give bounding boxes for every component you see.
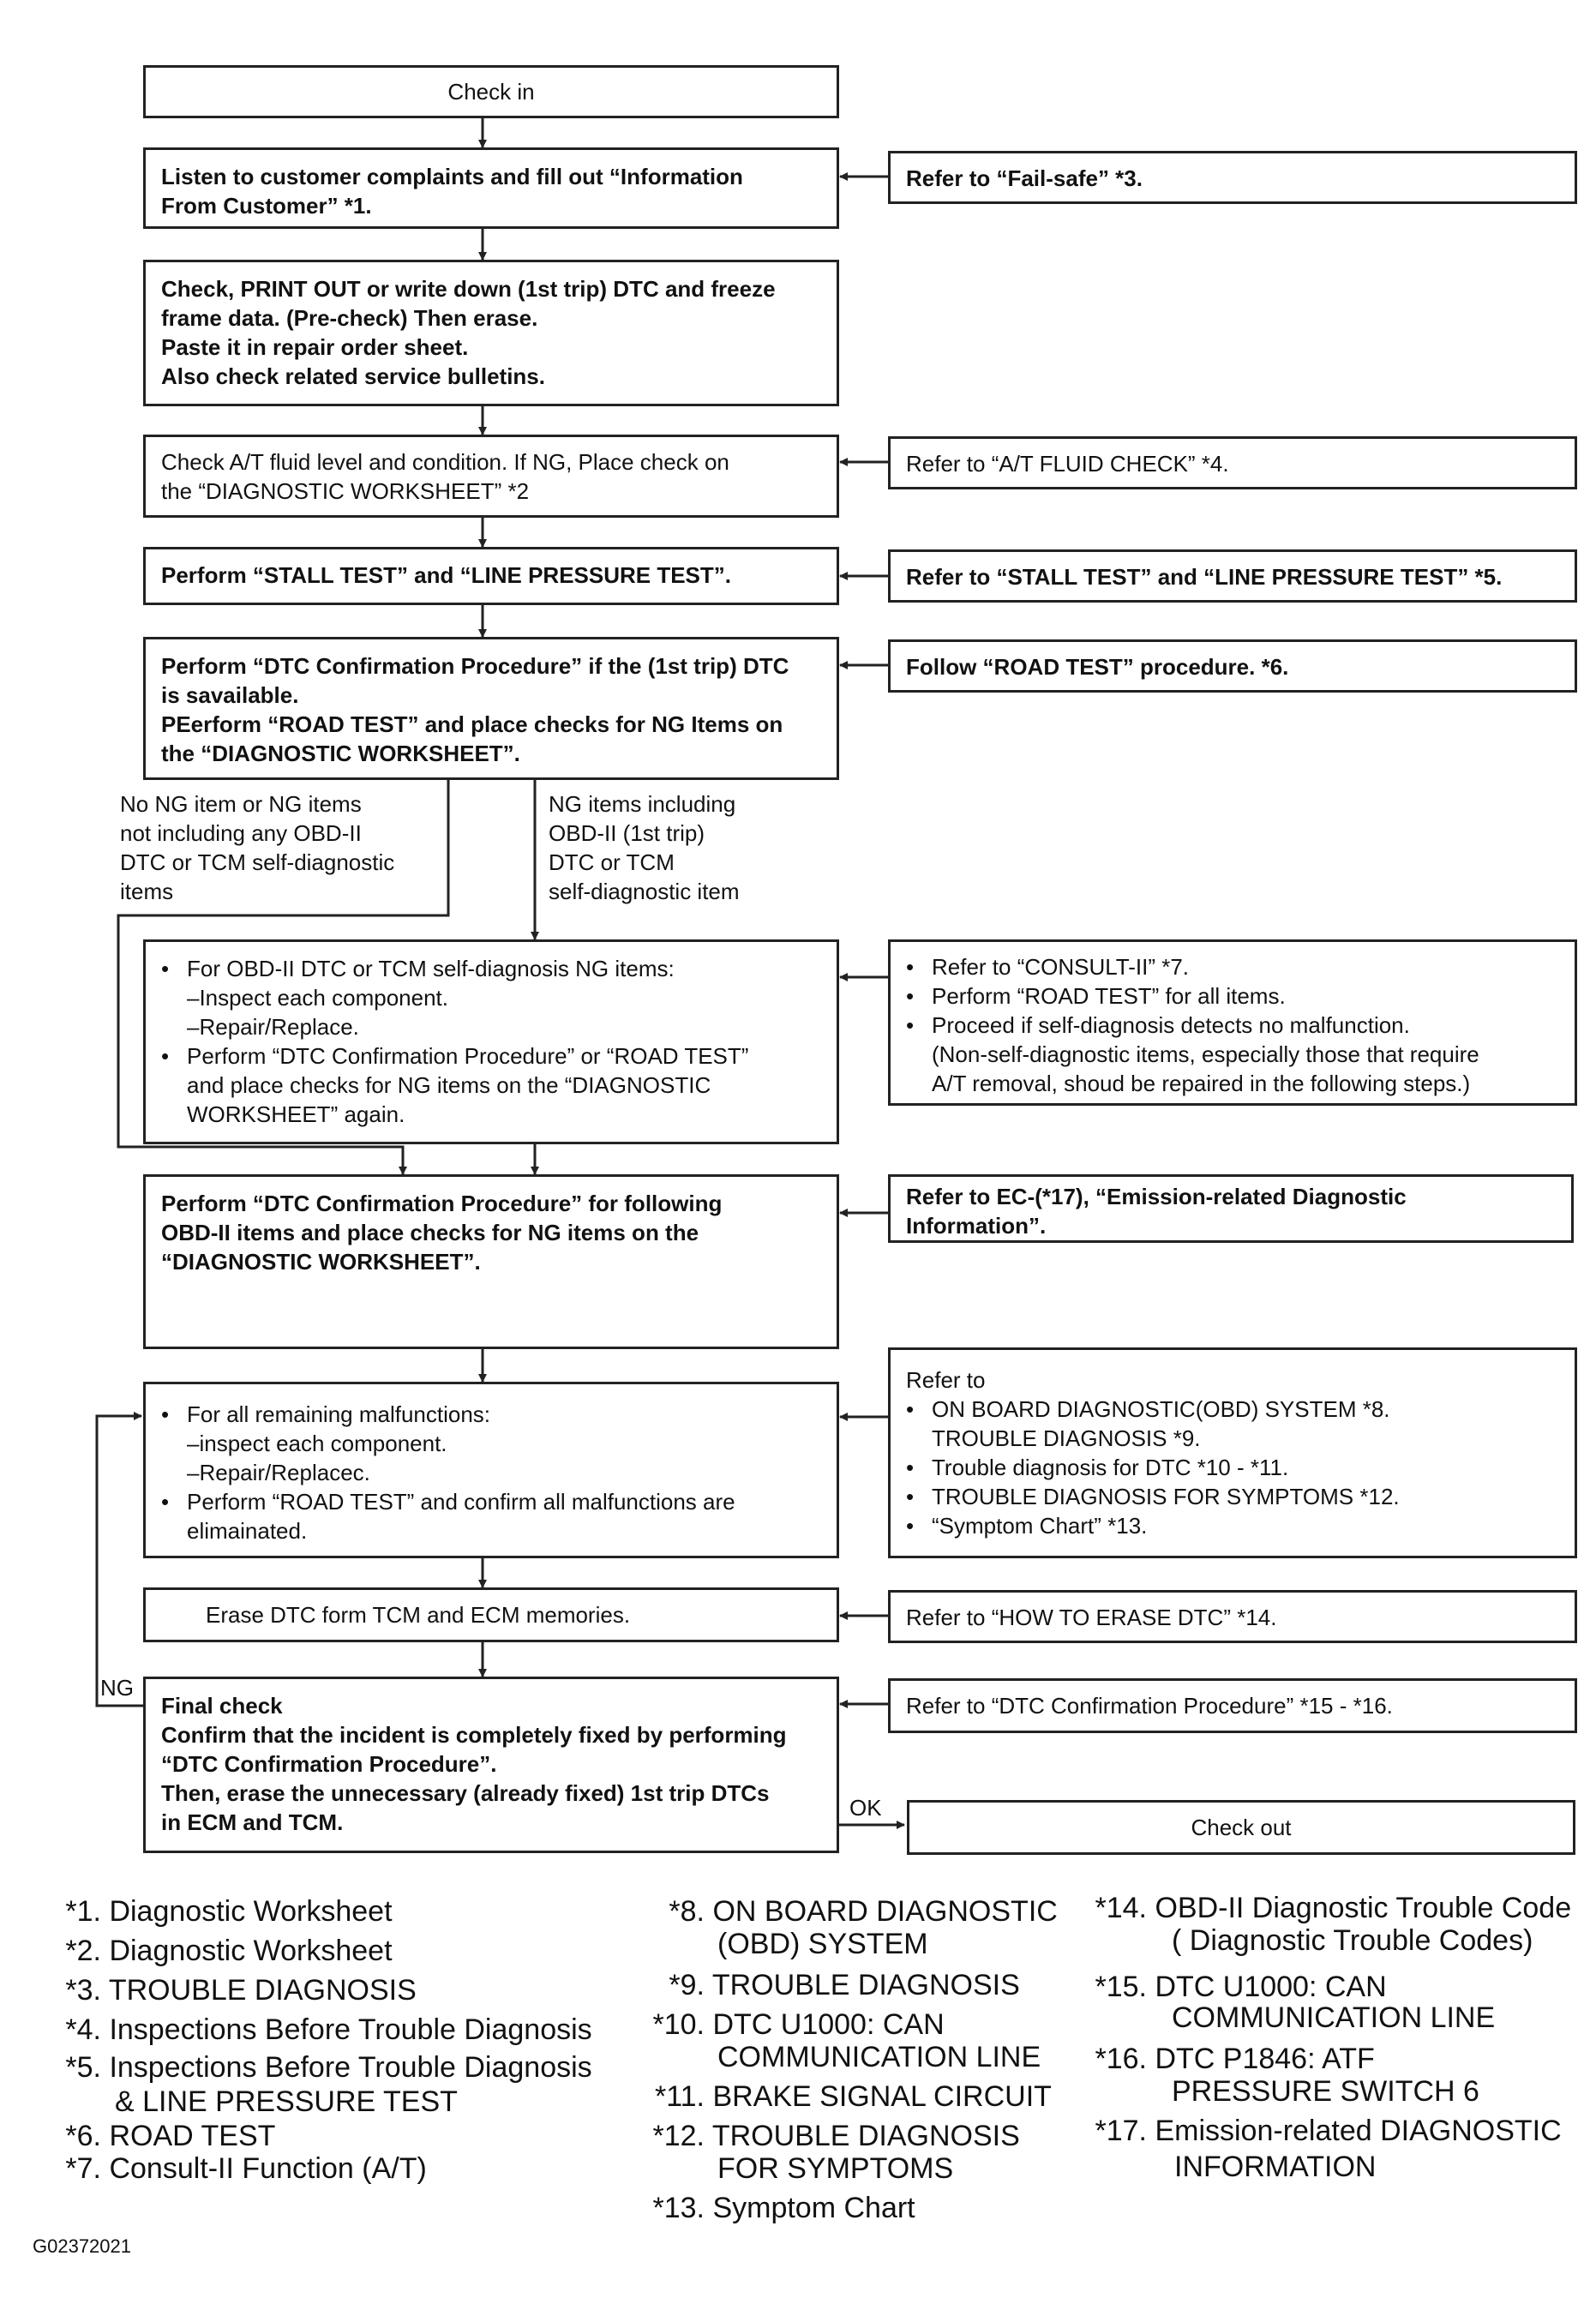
footnote-text: Inspections Before Trouble Diagnosis	[109, 2051, 592, 2084]
footnote-continuation	[1174, 2150, 1376, 2184]
footnote-item	[643, 2191, 915, 2225]
step-line: Perform “STALL TEST” and “LINE PRESSURE TEST”.	[161, 562, 732, 588]
step-subitem: –Repair/Replacec.	[187, 1460, 370, 1485]
branch-line: NG items including	[549, 791, 736, 817]
step-line: PEerform “ROAD TEST” and place checks for NG Items on	[161, 711, 783, 737]
footnote-text: Inspections Before Trouble Diagnosis	[109, 2013, 592, 2046]
ok-label: OK	[849, 1795, 882, 1821]
footnote-number: *6.	[65, 2120, 101, 2152]
step-remaining-malfunctions	[143, 1382, 839, 1558]
footnote-number: *3.	[65, 1974, 101, 2007]
step-line	[161, 274, 821, 303]
step-line: From Customer” *1.	[161, 193, 372, 219]
footnote-text: Emission-related DIAGNOSTIC	[1155, 2115, 1562, 2147]
step-line: Check A/T fluid level and condition. If NG, Place check on	[161, 449, 729, 475]
step-line: Final check	[161, 1693, 283, 1719]
footnote-item	[53, 1934, 393, 1968]
ref-line: Information”.	[906, 1213, 1047, 1239]
ref-line: Refer to “STALL TEST” and “LINE PRESSURE TEST” *5.	[906, 564, 1503, 590]
footnote-number: *1.	[65, 1895, 101, 1928]
ref-dtc-confirmation	[888, 1678, 1577, 1733]
footnote-item	[643, 2079, 1052, 2114]
step-subitem: –Inspect each component.	[187, 985, 448, 1011]
footnote-text: Consult-II Function (A/T)	[109, 2152, 427, 2185]
step-bullet: • For OBD-II DTC or TCM self-diagnosis NG items:	[161, 954, 821, 983]
step-bullet: • Perform “ROAD TEST” and confirm all malfunctions are	[161, 1487, 821, 1516]
ref-continuation: (Non-self-diagnostic items, especially those that require	[932, 1041, 1479, 1067]
footnote-text: ( Diagnostic Trouble Codes)	[1172, 1924, 1533, 1957]
footnote-continuation	[1172, 2001, 1495, 2035]
step-line: is savailable.	[161, 682, 299, 708]
footnote-number: *10.	[652, 2008, 705, 2041]
ref-line: Refer to EC-(*17), “Emission-related Diagnostic	[906, 1184, 1407, 1209]
footnote-number: *16.	[1095, 2043, 1147, 2075]
footnote-item	[643, 2007, 945, 2042]
step-bullet: • Perform “DTC Confirmation Procedure” or “ROAD TEST”	[161, 1041, 821, 1071]
branch-label-ng-items	[549, 789, 740, 906]
step-bullet: • For all remaining malfunctions:	[161, 1400, 821, 1429]
footnote-item	[53, 2050, 592, 2085]
footnote-item	[643, 2119, 1020, 2153]
footnote-continuation	[717, 2151, 953, 2186]
step-erase-dtc	[143, 1587, 839, 1642]
footnote-number: *13.	[652, 2192, 705, 2224]
ng-label: NG	[100, 1675, 134, 1701]
step-line: Also check related service bulletins.	[161, 363, 545, 389]
ref-line: Follow “ROAD TEST” procedure. *6.	[906, 654, 1289, 680]
footnote-text: DTC U1000: CAN	[712, 2008, 945, 2041]
step-obd-inspect	[143, 939, 839, 1144]
step-obd-dtc-confirmation	[143, 1174, 839, 1349]
ref-bullet: • Trouble diagnosis for DTC *10 - *11.	[906, 1453, 1559, 1482]
check-out-label: Check out	[1191, 1815, 1292, 1840]
footnote-text: COMMUNICATION LINE	[1172, 2001, 1496, 2034]
footnote-item	[1082, 1891, 1571, 1925]
footnote-item	[643, 1894, 1058, 1929]
footnote-item	[643, 1968, 1020, 2002]
step-line: Erase DTC form TCM and ECM memories.	[206, 1602, 631, 1628]
ref-emission	[888, 1174, 1574, 1243]
step-line: Perform “DTC Confirmation Procedure” for following	[161, 1191, 723, 1216]
branch-line: DTC or TCM	[549, 849, 675, 875]
footnote-number: *7.	[65, 2152, 101, 2185]
footnote-text: Diagnostic Worksheet	[109, 1895, 393, 1928]
step-line: the “DIAGNOSTIC WORKSHEET”.	[161, 741, 520, 766]
footnote-text: INFORMATION	[1174, 2151, 1377, 2183]
footnote-item	[53, 2013, 592, 2047]
branch-label-no-ng	[120, 789, 394, 906]
step-line: “DIAGNOSTIC WORKSHEET”.	[161, 1249, 481, 1275]
ref-line: Refer to “A/T FLUID CHECK” *4.	[906, 451, 1229, 477]
footnote-item	[1082, 1970, 1387, 2004]
footnote-continuation	[1172, 1923, 1533, 1958]
footnote-item	[1082, 2042, 1375, 2076]
footnote-text: TROUBLE DIAGNOSIS	[108, 1974, 417, 2007]
footnote-text: Diagnostic Worksheet	[109, 1935, 393, 1967]
ref-continuation: TROUBLE DIAGNOSIS *9.	[932, 1425, 1201, 1451]
ref-line: Refer to “DTC Confirmation Procedure” *15 - *16.	[906, 1693, 1393, 1719]
step-line: Confirm that the incident is completely fixed by performing	[161, 1722, 787, 1748]
footnote-number: *2.	[65, 1935, 101, 1967]
check-in-label: Check in	[447, 79, 535, 105]
step-print-dtc	[143, 260, 839, 406]
footnote-text: TROUBLE DIAGNOSIS	[711, 2120, 1020, 2152]
step-line: OBD-II items and place checks for NG items on the	[161, 1220, 699, 1245]
footnote-text: BRAKE SIGNAL CIRCUIT	[712, 2080, 1052, 2113]
step-line: frame data. (Pre-check) Then erase.	[161, 305, 538, 331]
step-stall-test	[143, 547, 839, 605]
step-text: Check,	[161, 276, 241, 302]
step-final-check	[143, 1677, 839, 1853]
step-line: Listen to customer complaints and fill out “Information	[161, 164, 743, 189]
step-text-emphasis: PRINT OUT	[240, 276, 361, 302]
step-line: Paste it in repair order sheet.	[161, 334, 469, 360]
footnote-number: *11.	[655, 2080, 705, 2113]
footnote-number: *12.	[652, 2120, 705, 2152]
footnote-item	[53, 2119, 275, 2153]
footnote-text: COMMUNICATION LINE	[717, 2041, 1041, 2073]
footnote-number: *14.	[1095, 1892, 1147, 1924]
footnote-number: *8.	[669, 1895, 705, 1928]
footnote-number: *4.	[65, 2013, 101, 2046]
ref-fail-safe	[888, 151, 1577, 204]
ref-bullet: • ON BOARD DIAGNOSTIC(OBD) SYSTEM *8.	[906, 1395, 1559, 1424]
ref-bullet: • Perform “ROAD TEST” for all items.	[906, 981, 1559, 1011]
ref-line: Refer to	[906, 1367, 986, 1393]
step-text: or write down (1st trip) DTC and freeze	[360, 276, 776, 302]
footnote-text: Symptom Chart	[712, 2192, 915, 2224]
footnote-text: PRESSURE SWITCH 6	[1172, 2075, 1479, 2108]
check-out-box	[907, 1800, 1575, 1855]
footnote-item	[53, 1973, 417, 2007]
check-in-box	[143, 65, 839, 118]
branch-line: No NG item or NG items	[120, 791, 362, 817]
ref-bullet: • Proceed if self-diagnosis detects no malfunction.	[906, 1011, 1559, 1040]
footnote-text: DTC U1000: CAN	[1155, 1971, 1387, 2003]
ref-continuation: A/T removal, shoud be repaired in the following steps.)	[932, 1071, 1471, 1096]
ref-bullet: • Refer to “CONSULT-II” *7.	[906, 952, 1559, 981]
footnote-text: OBD-II Diagnostic Trouble Code	[1155, 1892, 1572, 1924]
footnote-text: & LINE PRESSURE TEST	[115, 2085, 458, 2118]
footnote-continuation	[115, 2085, 458, 2119]
branch-line: self-diagnostic item	[549, 879, 740, 904]
branch-line: DTC or TCM self-diagnostic	[120, 849, 395, 875]
ref-erase-dtc	[888, 1590, 1577, 1643]
figure-code: G02372021	[33, 2235, 131, 2257]
step-line: Then, erase the unnecessary (already fixed) 1st trip DTCs	[161, 1780, 770, 1806]
step-continuation: elimainated.	[187, 1518, 308, 1544]
step-line: “DTC Confirmation Procedure”.	[161, 1751, 497, 1777]
branch-line: not including any OBD-II	[120, 820, 362, 846]
footnote-continuation	[717, 1927, 928, 1961]
footnote-continuation	[717, 2040, 1041, 2074]
ref-fluid-check	[888, 436, 1577, 489]
ref-road-test	[888, 639, 1577, 693]
footnote-item	[53, 1894, 393, 1929]
branch-line: items	[120, 879, 174, 904]
ref-bullet: • TROUBLE DIAGNOSIS FOR SYMPTOMS *12.	[906, 1482, 1559, 1511]
step-continuation: and place checks for NG items on the “DIAGNOSTIC	[187, 1072, 711, 1098]
step-continuation: WORKSHEET” again.	[187, 1101, 405, 1127]
footnote-text: (OBD) SYSTEM	[717, 1928, 928, 1960]
step-line: Perform “DTC Confirmation Procedure” if the (1st trip) DTC	[161, 653, 789, 679]
footnote-text: ROAD TEST	[109, 2120, 276, 2152]
ref-bullet: • “Symptom Chart” *13.	[906, 1511, 1559, 1540]
footnote-text: FOR SYMPTOMS	[717, 2152, 954, 2185]
step-line: the “DIAGNOSTIC WORKSHEET” *2	[161, 478, 530, 504]
step-subitem: –Repair/Replace.	[187, 1014, 359, 1040]
ref-stall-test	[888, 549, 1577, 603]
step-line: in ECM and TCM.	[161, 1809, 344, 1835]
step-subitem: –inspect each component.	[187, 1431, 447, 1456]
step-customer-complaints	[143, 147, 839, 229]
ref-consult	[888, 939, 1577, 1106]
footnote-continuation	[1172, 2074, 1479, 2109]
branch-line: OBD-II (1st trip)	[549, 820, 705, 846]
footnote-text: ON BOARD DIAGNOSTIC	[712, 1895, 1058, 1928]
ref-obd-system	[888, 1347, 1577, 1558]
footnote-number: *15.	[1095, 1971, 1147, 2003]
footnote-number: *9.	[669, 1969, 705, 2001]
step-fluid-check	[143, 435, 839, 518]
footnote-number: *5.	[65, 2051, 101, 2084]
ref-line: Refer to “Fail-safe” *3.	[906, 165, 1143, 191]
ref-line: Refer to “HOW TO ERASE DTC” *14.	[906, 1605, 1277, 1630]
footnote-text: TROUBLE DIAGNOSIS	[711, 1969, 1020, 2001]
footnote-text: DTC P1846: ATF	[1155, 2043, 1375, 2075]
footnote-item	[1082, 2114, 1562, 2148]
footnote-item	[53, 2151, 427, 2186]
step-dtc-confirmation	[143, 637, 839, 780]
footnote-number: *17.	[1095, 2115, 1147, 2147]
